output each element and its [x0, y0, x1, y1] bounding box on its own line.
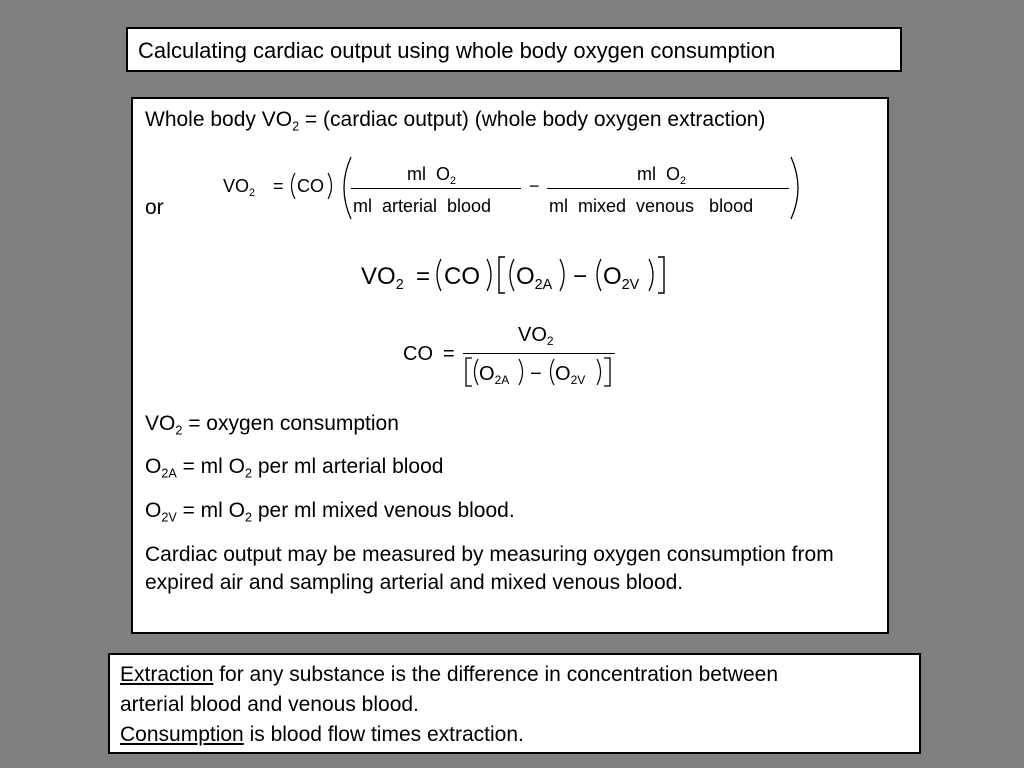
eq2-o2a: $O_{2A}$	[516, 263, 553, 294]
eq2-vo2: $VO_2$	[361, 263, 404, 294]
eq2-co-left-paren	[433, 257, 443, 293]
eq2-ov-left-paren	[593, 257, 603, 293]
extraction-definition-line2: arterial blood and venous blood.	[120, 693, 419, 716]
eq1-big-right-paren	[789, 155, 803, 221]
eq2-minus: −	[573, 263, 588, 290]
eq1-co-left-paren	[287, 171, 297, 201]
consumption-term: Consumption	[120, 723, 244, 746]
eq1-fraction-bar-1	[351, 188, 521, 189]
eq2-co: CO	[444, 263, 480, 290]
eq1-den1: ml arterial blood	[353, 196, 492, 216]
consumption-definition: Consumption is blood flow times extraction.	[120, 723, 524, 746]
eq1-minus: −	[529, 176, 540, 196]
eq1-num1: ml $O_2$	[407, 164, 457, 187]
eq1-co-right-paren	[326, 171, 336, 201]
eq2-equals: =	[416, 263, 431, 290]
extraction-term: Extraction	[120, 663, 214, 686]
definition-vo2: $VO_2$ = oxygen consumption	[145, 412, 399, 438]
eq1-equals: =	[273, 176, 284, 196]
eq2-right-bracket	[656, 255, 666, 295]
eq3-right-bracket	[602, 357, 612, 387]
eq1-num2: ml $O_2$	[637, 164, 687, 187]
main-content-box	[131, 97, 889, 634]
or-label: or	[145, 196, 164, 219]
eq3-oa-right-paren	[517, 358, 526, 386]
eq2-oa-left-paren	[506, 257, 516, 293]
eq1-lhs: $VO_2$	[223, 176, 256, 199]
eq3-o2a: $O_{2A}$	[479, 363, 510, 388]
eq2-oa-right-paren	[558, 257, 568, 293]
eq2-o2v: $O_{2V}$	[603, 263, 640, 294]
title-box	[126, 27, 902, 72]
eq3-minus: −	[530, 363, 542, 385]
eq1-fraction-bar-2	[547, 188, 789, 189]
eq3-fraction-bar	[463, 353, 615, 354]
eq3-co: CO	[403, 343, 433, 365]
eq1-den2: ml mixed venous blood	[549, 196, 754, 216]
definition-o2v: $O_{2V}$ = ml $O_2$ per ml mixed venous blood.	[145, 499, 515, 525]
eq3-o2v: $O_{2V}$	[555, 363, 586, 388]
measurement-note: Cardiac output may be measured by measuring oxygen consumption from expired air and sampling arterial and mixed venous blood.	[145, 543, 834, 594]
eq3-equals: =	[443, 343, 455, 365]
eq3-numerator: $VO_2$	[518, 324, 554, 349]
intro-line: Whole body $VO_2$ = (cardiac output) (whole body oxygen extraction)	[145, 108, 766, 134]
eq1-co: CO	[297, 176, 324, 196]
eq2-co-right-paren	[485, 257, 495, 293]
definition-o2a: $O_{2A}$ = ml $O_2$ per ml arterial blood	[145, 455, 444, 481]
slide-title: Calculating cardiac output using whole body oxygen consumption	[138, 38, 776, 63]
extraction-definition: Extraction for any substance is the difference in concentration between	[120, 663, 779, 686]
definitions-box	[108, 653, 921, 754]
